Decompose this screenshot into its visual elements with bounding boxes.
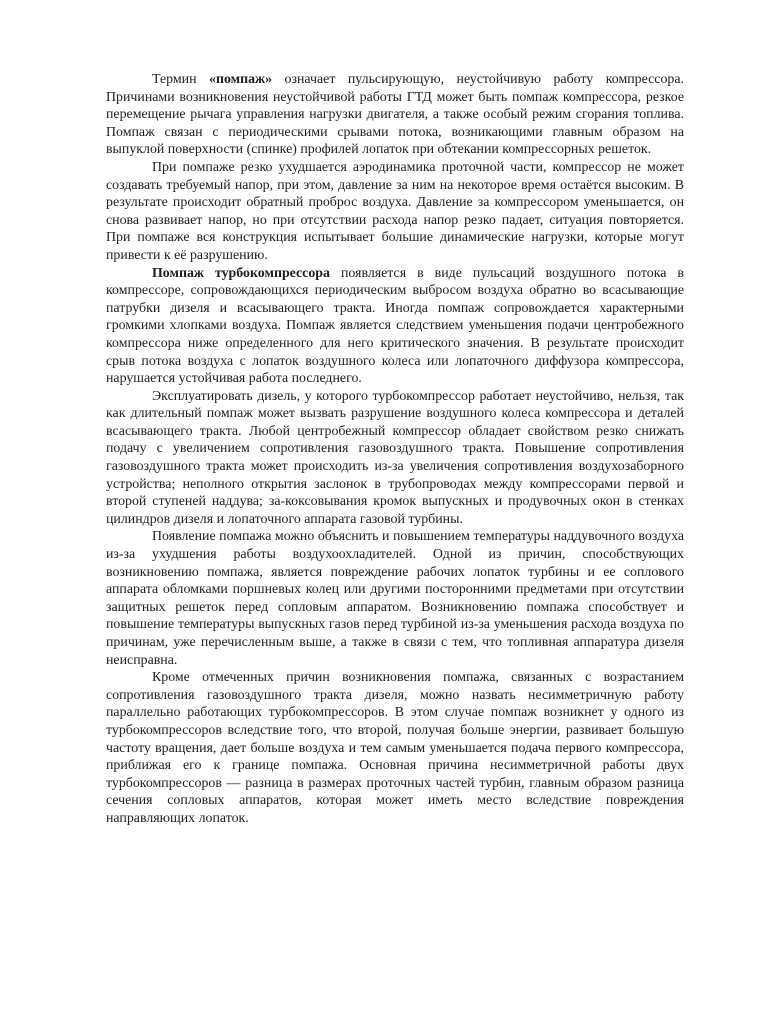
bold-term: «помпаж» <box>209 72 273 87</box>
paragraph-text: Термин <box>152 72 209 87</box>
paragraph-surge-effects: При помпаже резко ухудшается аэродинамика проточной части, компрессор не может создавать требуемый напор, при этом, давление за ним на некоторое время остаётся высоким. В результате происходит обратный проброс воздуха. Давление за компрессором уменьшается, он снова развивает напор, но при отсутствии расхода напор резко падает, ситуация повторяется. При помпаже вся конструкция испытывает большие динамические нагрузки, которые могут привести к её разрушению. <box>106 159 684 263</box>
paragraph-term-definition <box>106 71 684 159</box>
bold-term: Помпаж турбокомпрессора <box>152 265 330 281</box>
document-body <box>106 71 684 828</box>
paragraph-text: появляется в виде пульсаций воздушного потока в компрессоре, сопровождающихся периодическим выбросом воздуха обратно во всасывающие патрубки дизеля и всасывающего тракта. Иногда помпаж сопровождается характерными громкими хлопками воздуха. Помпаж является следствием уменьшения подачи центробежного компрессора ниже определенного для него критического значения. В результате происходит срыв потока воздуха с лопаток воздушного колеса или лопаточного диффузора компрессора, нарушается устойчивая работа последнего. <box>106 265 684 387</box>
paragraph-text: означает пульсирующую, неустойчивую работу компрессора. Причинами возникновения неустойчивой работы ГТД может быть помпаж компрессора, резкое перемещение рычага управления нагрузки двигателя, а также особый режим сгорания топлива. Помпаж связан с периодическими срывами потока, возникающими главным образом на выпуклой поверхности (спинке) профилей лопаток при обтекании компрессорных решеток. <box>106 72 684 158</box>
paragraph-causes: Появление помпажа можно объяснить и повышением температуры наддувочного воздуха из-за ухудшения работы воздухоохладителей. Одной из причин, способствующих возникновению помпажа, является повреждение рабочих лопаток турбины и ее соплового аппарата обломками поршневых колец или другими посторонними предметами при отсутствии защитных решеток перед сопловым аппаратом. Возникновению помпажа способствует и повышение температуры выпускных газов перед турбиной из-за уменьшения расхода воздуха по причинам, уже перечисленным выше, а также в связи с тем, что топливная аппаратура дизеля неисправна. <box>106 529 684 668</box>
paragraph-turbocharger-surge <box>106 265 684 388</box>
paragraph-asymmetric-work: Кроме отмеченных причин возникновения помпажа, связанных с возрастанием сопротивления газовоздушного тракта дизеля, можно назвать несимметричную работу параллельно работающих турбокомпрессоров. В этом случае помпаж возникнет у одного из турбокомпрессоров вследствие того, что второй, получая больше энергии, развивает большую частоту вращения, дает больше воздуха и тем самым уменьшается подача первого компрессора, приближая его к границе помпажа. Основная причина несимметричной работы двух турбокомпрессоров — разница в размерах проточных частей турбин, главным образом разница сечения сопловых аппаратов, которая может иметь место вследствие повреждения направляющих лопаток. <box>106 670 684 826</box>
paragraph-operation: Эксплуатировать дизель, у которого турбокомпрессор работает неустойчиво, нельзя, так как длительный помпаж может вызвать разрушение воздушного колеса компрессора и деталей всасывающего тракта. Любой центробежный компрессор обладает свойством резко снижать подачу с увеличением сопротивления газовоздушного тракта. Повышение сопротивления газовоздушного тракта может происходить из-за увеличения сопротивления воздухозаборного устройства; неполного открытия заслонок в трубопроводах между компрессорами первой и второй ступеней наддува; за-коксовывания кромок выпускных и продувочных окон в стенках цилиндров дизеля и лопаточного аппарата газовой турбины. <box>106 388 684 527</box>
